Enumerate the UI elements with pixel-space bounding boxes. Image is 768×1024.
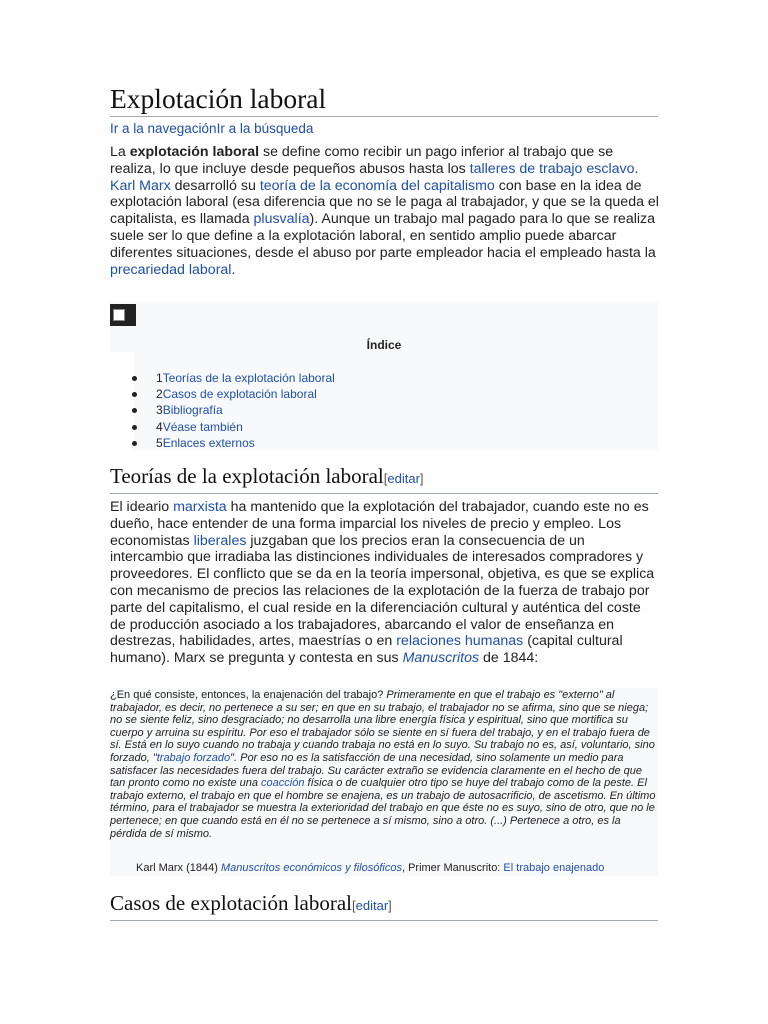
section-heading-casos (110, 889, 658, 921)
toc-gutter (110, 352, 134, 450)
edit-section (384, 471, 424, 486)
toc-number: 5 (156, 435, 163, 450)
toc-link[interactable]: Enlaces externos (162, 435, 255, 450)
page-title: Explotación laboral (110, 82, 658, 117)
text: La (110, 144, 130, 160)
toc-link[interactable]: Casos de explotación laboral (162, 387, 317, 402)
edit-section (352, 898, 392, 913)
link-talleres[interactable]: talleres de trabajo esclavo (469, 160, 635, 177)
link-manuscritos[interactable]: Manuscritos (402, 650, 480, 667)
toc-toggle-checkbox[interactable] (110, 304, 136, 326)
checkbox-icon (113, 309, 125, 321)
bracket: ] (419, 471, 424, 486)
quote-attribution (136, 862, 604, 875)
heading-text: Casos de explotación laboral (110, 891, 353, 915)
heading-text: Teorías de la explotación laboral (110, 464, 384, 488)
toc-title: Índice (366, 338, 402, 352)
link-trabajo-enajenado[interactable]: El trabajo enajenado (503, 862, 605, 874)
text: ¿En qué consiste, entonces, la enajenación del trabajo? (110, 689, 387, 701)
toc-number: 4 (156, 419, 163, 434)
toc-link[interactable]: Véase también (162, 419, 243, 434)
bold-term: explotación laboral (129, 144, 260, 160)
toc-item (134, 370, 335, 386)
edit-link[interactable]: editar (387, 471, 420, 486)
link-plusvalia[interactable]: plusvalía (253, 211, 310, 228)
text: . (634, 160, 639, 177)
jump-links (110, 120, 313, 138)
toc-number: 3 (156, 403, 163, 418)
link-relaciones-humanas[interactable]: relaciones humanas (396, 633, 524, 650)
jump-to-navigation-link[interactable]: Ir a la navegación (110, 121, 217, 136)
edit-link[interactable]: editar (355, 898, 389, 913)
link-coaccion[interactable]: coacción (261, 777, 305, 790)
text: se define como recibir un pago inferior al trabajo que se realiza, lo que incluye desde pequeños abusos hasta los (110, 144, 614, 177)
text: ". Por eso no es la satisfacción de una necesidad, sino solamente un medio para satisfacer las necesidades fuera del trabajo. Su carácter extraño se evidencia claramente en el hecho de que tan pronto como no existe una (110, 751, 642, 790)
link-teoria-economia[interactable]: teoría de la economía del capitalismo (259, 177, 495, 194)
toc-link[interactable]: Teorías de la explotación laboral (162, 371, 335, 385)
text: . (231, 261, 236, 278)
link-trabajo-forzado[interactable]: trabajo forzado (156, 751, 231, 764)
link-marxista[interactable]: marxista (173, 499, 227, 515)
link-manuscritos-economicos[interactable]: Manuscritos económicos y filosóficos (220, 862, 402, 874)
text: ha mantenido que la explotación del trabajador, cuando este no es dueño, hace entender de una forma imparcial los niveles de precio y empleo. Los economistas (110, 499, 649, 549)
section-heading-teorias (110, 462, 658, 494)
toc-link[interactable]: Bibliografía (162, 403, 223, 418)
text: juzgaban que los precios eran la consecuencia de un intercambio que irradiaba las distinciones individuales de interesados compradores y proveedores. El conflicto que se da en la teoría impersonal, objetiva, es que se explica con mecanismo de precios las relaciones de la explotación de la fuerza de trabajo por parte del capitalismo, el cual reside en la diferenciación cultural y auténtica del coste de producción asociado a los trabajadores, abarcando el valor de enseñanza en destrezas, habilidades, artes, maestrías o en (110, 532, 655, 650)
section1-paragraph (110, 499, 660, 667)
quote-text (110, 689, 658, 840)
text: ). Aunque un trabajo mal pagado para lo que se realiza suele ser lo que define a la explotación laboral, en sentido amplio puede abarcar diferentes situaciones, desde el abuso por parte empleador hacia el empleado hasta la (110, 211, 656, 261)
text: desarrolló su (170, 177, 260, 194)
intro-paragraph (110, 144, 660, 278)
text: (capital cultural humano). Marx se pregunta y contesta en sus (110, 633, 623, 667)
blockquote (110, 688, 658, 876)
link-liberales[interactable]: liberales (193, 532, 247, 549)
link-karl-marx[interactable]: Karl Marx (110, 177, 171, 194)
toc-number: 2 (156, 387, 163, 402)
bracket: [ (383, 471, 388, 486)
text: El ideario (110, 499, 174, 515)
jump-to-search-link[interactable]: Ir a la búsqueda (216, 121, 314, 136)
toc-item (134, 402, 335, 418)
bracket: [ (352, 898, 356, 913)
toc-number: 1 (156, 371, 163, 385)
text: física o de cualquier otro tipo se huye del trabajo como de la peste. El trabajo externo, el trabajo en que el hombre se enajena, es un trabajo de autosacrificio, de ascetismo. En último término, para el trabajador se muestra la exterioridad del trabajo en que éste no es suyo, sino de otro, que no le pertenece; en que cuando está en él no se pertenece a sí mismo, sino a otro. (...) Pertenece a otro, es la pérdida de sí mismo. (110, 777, 656, 840)
text: de 1844: (479, 650, 539, 667)
text: Karl Marx (1844) (136, 862, 221, 874)
bracket: ] (388, 898, 392, 913)
text: , Primer Manuscrito: (401, 862, 504, 874)
text: Primeramente en que el trabajo es "externo" al trabajador, es decir, no pertenece a su ser; en que en su trabajo, el trabajador no se afirma, sino que se niega; no se siente feliz, sino desgraciado; no desarrolla una libre energía física y espiritual, sino que mortifica su cuerpo y arruina su espíritu. Por eso el trabajador sólo se siente en sí fuera del trabajo, y en el trabajo fuera de sí. Está en lo suyo cuando no trabaja y cuando trabaja no está en lo suyo. Su trabajo no es, así, voluntario, sino forzado, " (110, 689, 655, 764)
link-precariedad[interactable]: precariedad laboral (110, 261, 232, 278)
toc-item (134, 435, 335, 451)
toc-item (134, 419, 335, 435)
toc-list (134, 370, 335, 451)
toc-item (134, 386, 335, 402)
text: con base en la idea de explotación laboral (esa diferencia que no se le paga al trabajador, y que se la queda el capitalista, es llamada (110, 177, 659, 228)
table-of-contents (110, 302, 658, 450)
